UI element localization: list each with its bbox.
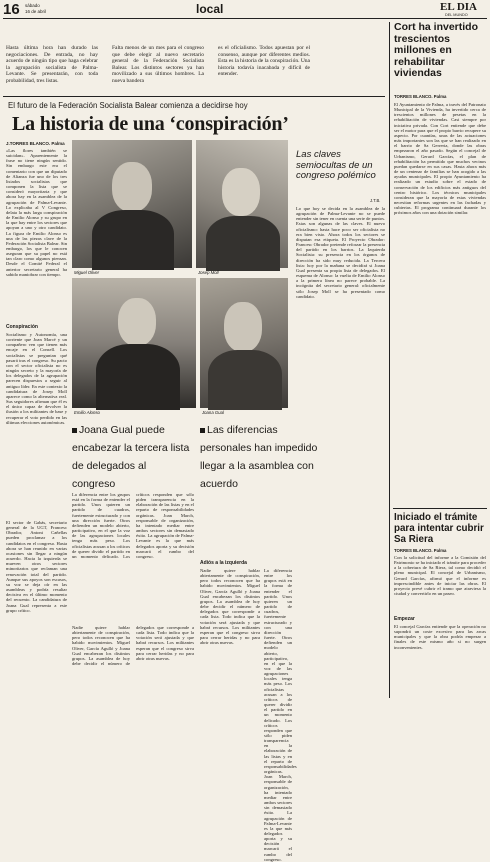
feature-byline: J.TORRES BLANCO. Palma [6, 141, 65, 146]
photo-caption-emilio-alonso: Emilio Alonso [74, 410, 100, 415]
portrait-body [206, 216, 280, 271]
portrait-body [208, 350, 282, 410]
page-number: 16 [3, 1, 20, 18]
subhead-conspiracion: Conspiración [6, 324, 38, 330]
feature-kicker: El futuro de la Federación Socialista Balear comienza a decidirse hoy [8, 101, 248, 110]
feature-left-col-2: Socialismo y Autonomía, una corriente que Joan Marcé y un compañero ven que tienen más encaje en el Consell. Los socialistas se preguntan qué pasará tras el congreso. Su pacto con el sector oficialista no es ningún secreto y la mayoría de los delegados de la agrupación parecen dispuestos a seguir al antiguo líder. En este contexto la candidatura de Josep Moll aparece como la alternativa real. Sus seguidores afirman que él es el único capaz de devolver la ilusión a los militantes de base y recuperar el voto perdido en las últimas elecciones autonómicas. [6, 332, 67, 425]
portrait-body [92, 210, 174, 270]
header-rule [3, 18, 487, 19]
masthead-sub: DEL MUNDO [445, 13, 468, 17]
sidebar-story2-headline: Iniciado el trámite para intentar cubrir Sa Riera [394, 512, 484, 545]
feature-left-col: «Las flores también se suicidan». Aparentemente la frase no tiene ningún sentido. Sin embargo este era el comentario con que un diputado de Alianza fue uno de los tres lisiados socialistas que componen la lista que se consideró mayoritaria y que ahora hay en la asamblea de la agrupación de Palma-Levante. Lo explicaba al V Congreso, delata la más larga conspiración de Emilio Alonso y su grupo en la que hay entre los sectores que apoyan a uno y otro candidato. La figura de Emilio Alonso es una de las piezas clave de la Federación Socialista Balear. Sin embargo, los que le conocen aseguran que su papel no está tan claro como algunos piensan. Desde el Comité Federal el anterior secretario general ha sabido maniobrar con tiempo. [6, 148, 67, 277]
portrait-body [96, 344, 180, 410]
side-byline: J.T.B. [370, 198, 381, 203]
bullet-square-icon [72, 428, 77, 433]
pullquote-2: Las diferencias personales han impedido llegar a la asamblea con acuerdo [200, 424, 318, 490]
feature-left-col-3: El sector de Gabás, secretario general de la UGT, Francesc Obrador, Antoni Cañellas pueden proclamar a los candidatos en el congreso. Hasta ahora se han reunido en varias ocasiones sin llegar a ningún acuerdo. Hacia la izquierda se mueven otros sectores minoritarios que reclaman una renovación total del partido. Aunque sus apoyos son escasos, su voz se deja oír en las asambleas y podría resultar decisiva en el último momento del recuento. La candidatura de Joana Gual representa a este grupo crítico. [6, 520, 67, 613]
main-column-divider [389, 22, 390, 698]
sidebar-story2-rule [393, 508, 487, 509]
feature-mid-col-2: Nadie quiere hablar abiertamente de conspiración, pero todos reconocen que ha habido movimientos. Miguel Oliver, García Agulló y Joana Gual encabezan los distintos grupos. La asamblea de hoy debe decidir el número de delegados que corresponde a cada lista. Todo indica que la votación será ajustada y que habrá recursos. Los militantes esperan que el congreso sirva para cerrar heridas y no para abrir otras nuevas. [72, 625, 194, 667]
photo-caption-miguel-oliver: Miguel Oliver [74, 270, 100, 275]
masthead: EL DIA [440, 1, 477, 13]
sidebar-story1-headline: Cort ha invertido trescientos millones en rehabilitar viviendas [394, 21, 479, 79]
feature-mid-col: La diferencia entre los grupos está en la forma de entender el partido. Unos quieren un partido de cuadros, fuertemente estructurado y con una dirección fuerte. Otros defienden un modelo abierto, participativo, en el que la voz de las agrupaciones locales tenga más peso. Los oficialistas acusan a los críticos de querer dividir el partido en un momento delicado. Los críticos responden que sólo piden transparencia en la elaboración de las listas y en el reparto de responsabilidades orgánicas. Joan March, responsable de organización, ha intentado mediar entre ambos sectores sin demasiado éxito. La agrupación de Palma-Levante es la que más delegados aporta y su decisión marcará el rumbo del congreso. [72, 492, 194, 559]
feature-col-4: La diferencia entre los grupos está en la forma de entender el partido. Unos quieren un partido de cuadros, fuertemente estructurado y con una dirección fuerte. Otros defienden un modelo abierto, participativo, en el que la voz de las agrupaciones locales tenga más peso. Los oficialistas acusan a los críticos de querer dividir el partido en un momento delicado. Los críticos responden que sólo piden transparencia en la elaboración de las listas y en el reparto de responsabilidades orgánicas. Joan March, responsable de organización, ha intentado mediar entre ambos sectores sin demasiado éxito. La agrupación de Palma-Levante es la que más delegados aporta y su decisión marcará el rumbo del congreso. [264, 568, 297, 862]
sidebar-story2-byline: TORRES BLANCO. Palma [394, 548, 447, 553]
pullquote-1: Joana Gual puede encabezar la tercera lista de delegados al congreso [72, 424, 190, 490]
feature-headline: La historia de una ‘conspiración’ [12, 113, 289, 135]
sidebar-story2-body: Con la solicitud del informe a la Comisión del Patrimonio se ha iniciado el trámite para proceder a la cobertura de Sa Riera, tal como decidió el pleno municipal. El concejal de Urbanismo, Gerard Garcías, afirmó que el informe es imprescindible antes de iniciar las obras. El proyecto prevé cubrir el tramo que atraviesa la ciudad y convertirlo en un paseo. [394, 555, 486, 597]
photo-josep-moll [196, 140, 288, 268]
intro-col-1: Hasta última hora han durado las negociaciones. De entrada, no hay acuerdo de ningún tipo que haga celebrar la agrupación socialista de Palma-Levante. Se presentarán, con toda probabilidad, tres listas. [6, 45, 98, 84]
sidebar-story1-byline: TORRES BLANCO. Palma [394, 94, 447, 99]
photo-joana-gual [200, 278, 288, 408]
intro-col-2: Falta menos de un mes para el congreso que debe elegir al nuevo secretario general de la Federación Socialista Balear. Los distintos sectores ya han movilizado a sus últimos hombres. La nueva bandera [112, 45, 204, 84]
header-date: 16 de abril [25, 9, 47, 14]
sidebar-story1-body: El Ayuntamiento de Palma, a través del Patronato Municipal de la Vivienda, ha invertido cerca de trescientos millones de pesetas en la rehabilitación de viviendas. Casi siempre por iniciativa privada. Con Cort entiende que debe ser el motor para que el propio barrio recupere su aspecto. Por cuantías, unas de las actuaciones más importantes son las que se han realizado en el barrio de Sa Gerreria, donde las obras empezaron el año pasado. Según el concejal de Urbanismo, Gerard Garcías, el plan de rehabilitación ha permitido que muchos vecinos puedan quedarse en sus casas. Hasta ahora más de un centenar de familias se han acogido a las ayudas municipales. El propio Ayuntamiento ha realizado un estudio sobre el estado de conservación de los edificios más antiguos del centro histórico. Los técnicos municipales consideran que la mayoría de estas viviendas necesitan reformas urgentes en las fachadas y cubiertas. El programa continuará durante los próximos años con una dotación similar. [394, 102, 486, 216]
header-weekday: sábado [25, 3, 40, 8]
bullet-square-icon [200, 428, 205, 433]
photo-miguel-oliver [72, 140, 192, 268]
photo-caption-josep-moll: Josep Moll [198, 270, 219, 275]
subhead-adios-izquierda: Adiós a la izquierda [200, 560, 247, 566]
portrait-head [224, 302, 262, 352]
section-name: local [196, 2, 224, 16]
photo-caption-joana-gual: Joana Gual [202, 410, 224, 415]
portrait-head [222, 168, 260, 216]
feature-mid-col-3: Nadie quiere hablar abiertamente de conspiración, pero todos reconocen que ha habido movimientos. Miguel Oliver, García Agulló y Joana Gual encabezan los distintos grupos. La asamblea de hoy debe decidir el número de delegados que corresponde a cada lista. Todo indica que la votación será ajustada y que habrá recursos. Los militantes esperan que el congreso sirva para cerrar heridas y no para abrir otras nuevas. [200, 568, 260, 646]
photo-emilio-alonso [72, 278, 196, 408]
sidebar-story2-body-2: El concejal Garcías entiende que la operación no supondrá un coste excesivo para las arcas municipales y que la obra podría empezar a finales de este mismo año si no surgen inconvenientes. [394, 624, 486, 650]
portrait-head [118, 298, 156, 346]
intro-col-3: es el oficialismo. Todos apuestan por el consenso, aunque por diferentes medios. Esta es la historia de la conspiración. Una historia todavía inacabada y difícil de entender. [218, 45, 310, 78]
sidebar-story2-subhead: Empezar [394, 616, 415, 622]
side-headline: Las claves semiocultas de un congreso polémico [296, 149, 376, 181]
portrait-head [112, 162, 152, 212]
side-claves-text: Lo que hoy se decida en la asamblea de la agrupación de Palma-Levante no se puede entender sin tener en cuenta una serie de puntos. Estas son algunas de las claves. El nuevo oficialismo: hasta hace poco ser oficialista no era bien visto. Ahora todos los sectores se disputan esa etiqueta. El Proyecto Obrador: Francesc Obrador pretende reforzar la presencia del partido en los barrios. La Izquierda Socialista: su presencia en los órganos de dirección ha sido muy reducida. La Tercera lista: hoy por la mañana se decidirá si Joana Gual presenta su propia lista de delegados. El esquema de Alonso: la vuelta de Emilio Alonso a la primera línea no parece probable. La incógnita del secretario general: oficialmente sólo Josep Moll se ha presentado como candidato. [296, 206, 385, 299]
kicker-rule [3, 96, 385, 97]
